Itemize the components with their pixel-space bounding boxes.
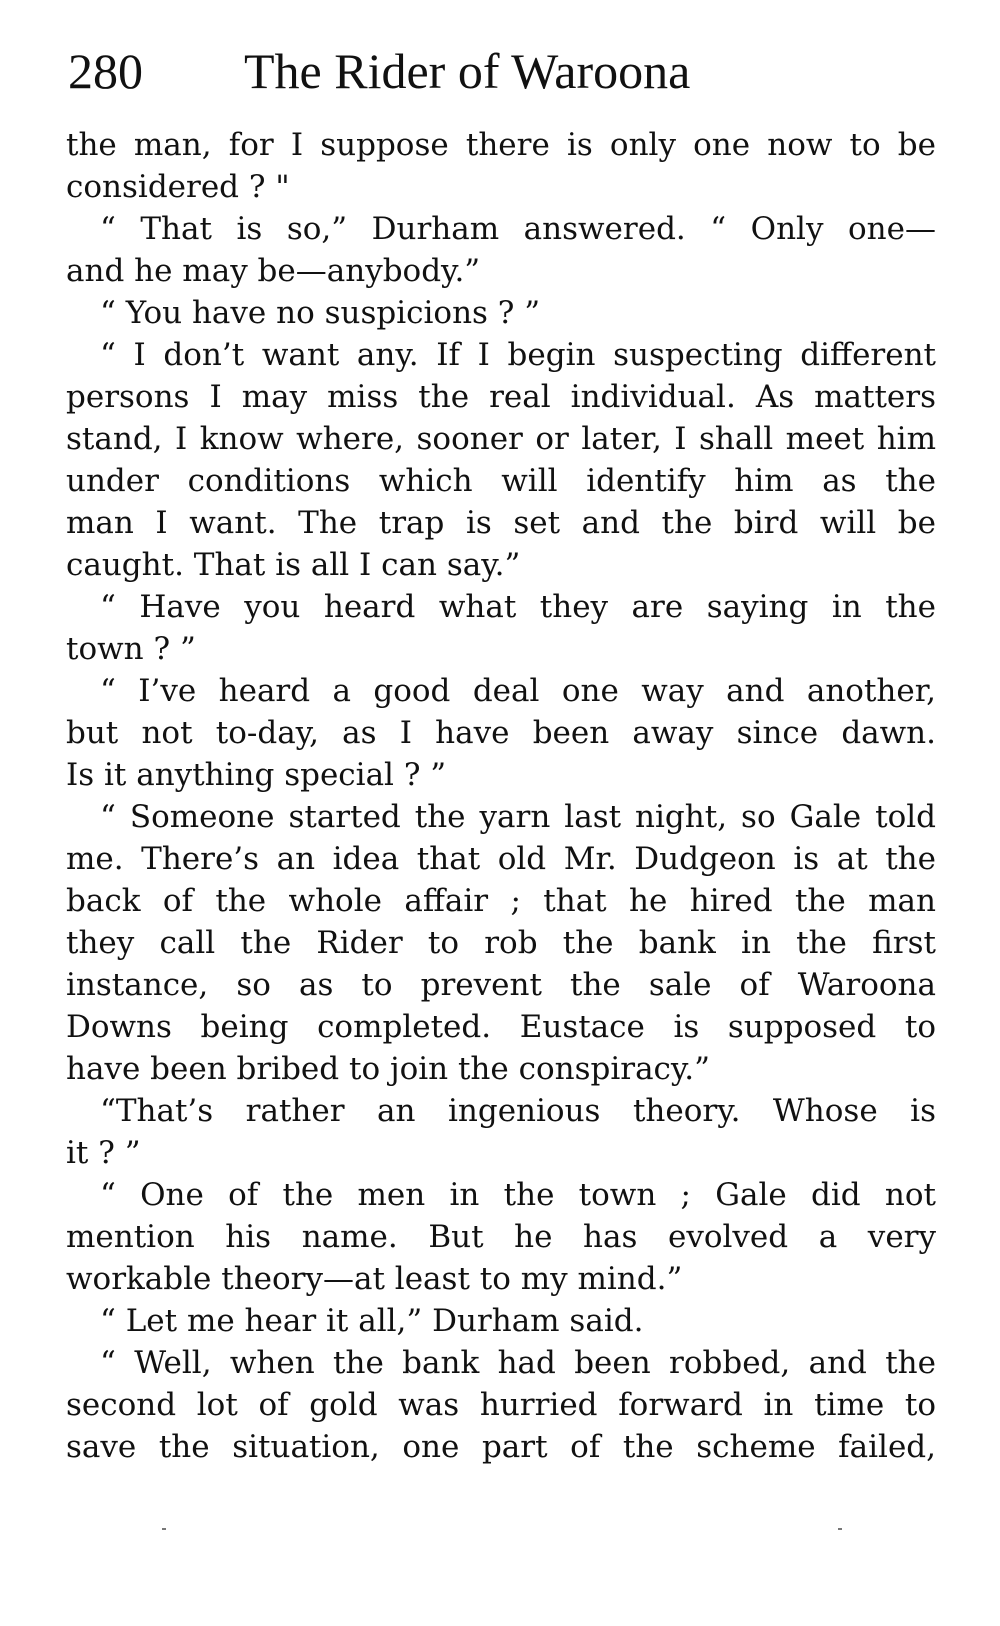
text-line: “ Have you heard what they are saying in the bbox=[100, 589, 936, 625]
text-line: and he may be—anybody.” bbox=[66, 253, 481, 289]
text-line: “ I don’t want any. If I begin suspecting different bbox=[100, 337, 936, 373]
paragraph bbox=[66, 124, 936, 208]
paragraph bbox=[66, 586, 936, 670]
text-line: they call the Rider to rob the bank in the first bbox=[66, 925, 936, 961]
paragraph bbox=[66, 1300, 936, 1342]
text-line: second lot of gold was hurried forward in time to bbox=[66, 1387, 936, 1423]
text-line: persons I may miss the real individual. As matters bbox=[66, 379, 936, 415]
text-line: considered ? " bbox=[66, 169, 290, 205]
text-line: back of the whole affair ; that he hired the man bbox=[66, 883, 936, 919]
text-line: but not to-day, as I have been away since dawn. bbox=[66, 715, 936, 751]
text-line: me. There’s an idea that old Mr. Dudgeon is at the bbox=[66, 841, 936, 877]
text-line: mention his name. But he has evolved a very bbox=[66, 1219, 936, 1255]
text-line: “ Well, when the bank had been robbed, and the bbox=[100, 1345, 936, 1381]
paragraph bbox=[66, 1090, 936, 1174]
footer-mark-right bbox=[838, 1528, 842, 1530]
paragraph bbox=[66, 1342, 936, 1468]
text-line: save the situation, one part of the scheme failed, bbox=[66, 1429, 936, 1465]
paragraph bbox=[66, 796, 936, 1090]
text-line: “ I’ve heard a good deal one way and another, bbox=[100, 673, 936, 709]
text-line: “ You have no suspicions ? ” bbox=[100, 295, 541, 331]
text-line: workable theory—at least to my mind.” bbox=[66, 1261, 683, 1297]
text-line: “ That is so,” Durham answered. “ Only one— bbox=[100, 211, 936, 247]
body-text bbox=[66, 124, 936, 1468]
text-line: it ? ” bbox=[66, 1135, 141, 1171]
page-number: 280 bbox=[68, 43, 143, 99]
text-line: town ? ” bbox=[66, 631, 196, 667]
text-line: have been bribed to join the conspiracy.” bbox=[66, 1051, 711, 1087]
text-line: “That’s rather an ingenious theory. Whose is bbox=[100, 1093, 936, 1129]
text-line: “ One of the men in the town ; Gale did not bbox=[100, 1177, 936, 1213]
paragraph bbox=[66, 334, 936, 586]
text-line: under conditions which will identify him as the bbox=[66, 463, 936, 499]
text-line: stand, I know where, sooner or later, I shall meet him bbox=[66, 421, 936, 457]
text-line: man I want. The trap is set and the bird will be bbox=[66, 505, 936, 541]
text-line: “ Someone started the yarn last night, so Gale told bbox=[100, 799, 936, 835]
text-line: “ Let me hear it all,” Durham said. bbox=[100, 1303, 644, 1339]
paragraph bbox=[66, 1174, 936, 1300]
text-line: the man, for I suppose there is only one now to be bbox=[66, 127, 936, 163]
running-title: The Rider of Waroona bbox=[244, 43, 691, 99]
page-header bbox=[68, 36, 938, 106]
text-line: caught. That is all I can say.” bbox=[66, 547, 521, 583]
text-line: Downs being completed. Eustace is supposed to bbox=[66, 1009, 936, 1045]
text-line: instance, so as to prevent the sale of Waroona bbox=[66, 967, 936, 1003]
paragraph bbox=[66, 292, 936, 334]
paragraph bbox=[66, 208, 936, 292]
footer-mark-left bbox=[162, 1528, 166, 1530]
paragraph bbox=[66, 670, 936, 796]
text-line: Is it anything special ? ” bbox=[66, 757, 447, 793]
